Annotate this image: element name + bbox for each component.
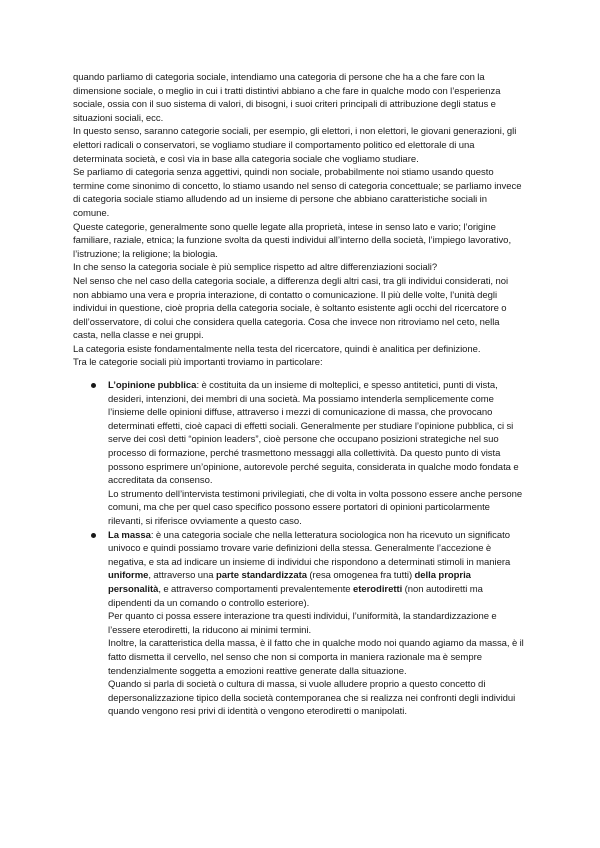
bullet-opinione-pubblica [73, 379, 524, 529]
bullet-list [73, 379, 524, 719]
term-massa: La massa [108, 529, 151, 541]
paragraph: Inoltre, la caratteristica della massa, è il fatto che in qualche modo noi quando agiamo da massa, è il fatto dismetta il cervello, nel senso che non si comporta in maniera razionale ma è sempre tendenzialmente soggetta a emozioni reattive generate dalla situazione. [108, 638, 524, 677]
paragraph [108, 529, 524, 611]
text-span: , e attraverso comportamenti prevalentemente [158, 583, 353, 595]
paragraph: Lo strumento dell’intervista testimoni privilegiati, che di volta in volta possono essere anche persone comuni, ma che per quel caso specifico possono essere portatori di opinioni particolarmente rilevanti, si riferisce ovviamente a questo caso. [108, 488, 523, 527]
intro-section [73, 71, 524, 370]
bullet-dot-icon [91, 533, 96, 538]
term-opinione-pubblica: L’opinione pubblica [108, 380, 197, 392]
text-span: : è costituita da un insieme di molteplici, e spesso antitetici, punti di vista, desideri, intenzioni, dei membri di una società. Ma possiamo intenderla semplicemente come l’insieme delle opinioni diffuse, attraverso i mezzi di comunicazione di massa, che provocano determinati effetti, cioè capaci di effetti sociali. Generalmente per studiare l’opinione pubblica, ci si serve dei così detti “opinion leaders”, cioè persone che occupano posizioni strategiche nel suo processo di formazione, perché trasmettono messaggi alla collettività. Da questo punto di vista possono esprimere un’opinione, autorevole perché seguita, considerata in qualche modo fondata e accreditata da consenso. [108, 380, 519, 487]
paragraph: Nel senso che nel caso della categoria sociale, a differenza degli altri casi, tra gli individui considerati, noi non abbiamo una vera e propria interazione, di contatto o comunicazione. Il più delle volte, l’unità degli individui in questione, cioè propria della categoria sociale, è soltanto esistente agli occhi del ricercatore o dell’osservatore, di colui che considera quella categoria. Cosa che invece non ritroviamo nel ceto, nella casta, nella classe e nei gruppi. [73, 275, 509, 342]
text-span: (resa omogenea fra tutti) [307, 570, 415, 582]
paragraph: Tra le categorie sociali più importanti troviamo in particolare: [73, 357, 323, 369]
paragraph: Queste categorie, generalmente sono quelle legate alla proprietà, intese in senso lato e vario; l’origine familiare, raziale, etnica; la funzione svolta da questi individui all’interno della società, l’impiego lavorativo, l’istruzione; la religione; la biologia. [73, 221, 512, 260]
bullet-dot-icon [91, 383, 96, 388]
bold-eterodiretti: eterodiretti [352, 583, 403, 595]
bullet-text [108, 529, 524, 719]
bold-parte-standardizzata: parte standardizzata [215, 570, 308, 582]
paragraph: In questo senso, saranno categorie sociali, per esempio, gli elettori, i non elettori, le giovani generazioni, gli elettori radicali o conservatori, se vogliamo studiare il comportamento politico ed elettorale di una determinata società, e così via in base alla categoria sociale che vogliamo studiare. [73, 126, 517, 165]
paragraph: La categoria esiste fondamentalmente nella testa del ricercatore, quindi è analitica per definizione. [73, 343, 481, 355]
paragraph [108, 379, 524, 488]
text-span: (non autodiretti ma dipendenti da un comando o controllo esteriore). [108, 583, 483, 609]
bold-uniforme: uniforme [108, 570, 149, 582]
bullet-massa [73, 529, 524, 719]
paragraph: Quando si parla di società o cultura di massa, si vuole alludere proprio a questo concetto di depersonalizzazione tipico della società contemporanea che si realizza nei confronti degli individui quando vengono resi privi di identità o vengono eterodiretti o manipolati. [108, 679, 516, 718]
bold-personalita: della propria personalità [108, 570, 471, 595]
paragraph: Se parliamo di categoria senza aggettivi, quindi non sociale, probabilmente noi stiamo usando questo termine come sinonimo di concetto, lo stiamo usando nel senso di categoria concettuale; se parliamo invece di categoria sociale stiamo alludendo ad un insieme di persone che abbiano caratteristiche sociali in comune. [73, 167, 522, 219]
text-span: : è una categoria sociale che nella letteratura sociologica non ha ricevuto un significato univoco e quindi possiamo trovare varie definizioni della stessa. Generalmente l’accezione è negativa, e sta ad indicare un insieme di individui che rispondono a determinati stimoli in maniera [108, 529, 511, 568]
paragraph: quando parliamo di categoria sociale, intendiamo una categoria di persone che ha a che fare con la dimensione sociale, o meglio in cui i tratti distintivi abbiano a che fare in qualche modo con l’esperienza sociale, ossia con il suo sistema di valori, di bisogni, i suoi criteri principali di attribuzione degli status e situazioni sociali, ecc. [73, 72, 501, 124]
paragraph: In che senso la categoria sociale è più semplice rispetto ad altre differenziazioni sociali? [73, 262, 438, 274]
bullet-text [108, 379, 524, 529]
paragraph: Per quanto ci possa essere interazione tra questi individui, l’uniformità, la standardizzazione e l’essere eterodiretti, la riducono ai minimi termini. [108, 611, 497, 636]
text-span: , attraverso una [148, 570, 216, 582]
